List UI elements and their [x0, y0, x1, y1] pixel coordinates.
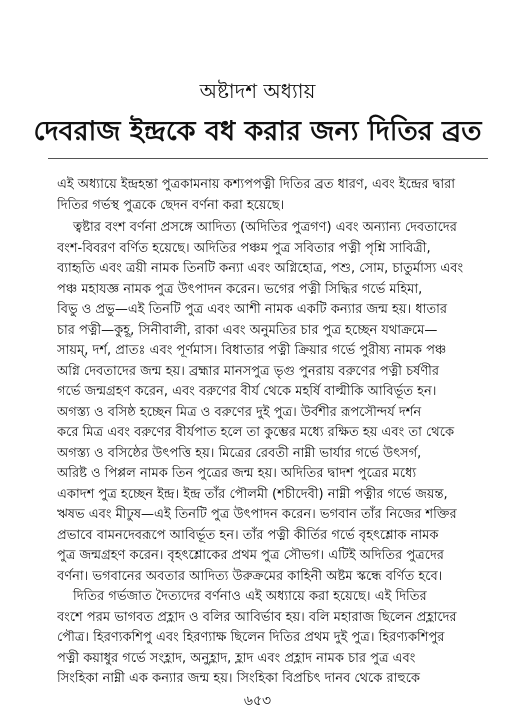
summary-line: এই অধ্যায়ে ইন্দ্রহন্তা পুত্রকামনায় কশ্যপপত্নী দিতির ব্রত ধারণ, এবং ইন্দ্রের দ্বারা — [57, 177, 456, 192]
paragraph-line: অরিষ্ট ও পিপ্পল নামক তিন পুত্রের জন্ম হয়। অদিতির দ্বাদশ পুত্রের মধ্যে — [57, 466, 417, 481]
paragraph-line: ব্যাহৃতি এবং ত্রয়ী নামক তিনটি কন্যা এবং অগ্নিহোত্র, পশু, সোম, চাতুর্মাস্য এবং — [57, 261, 464, 276]
paragraph-line: প্রভাবে বামনদেবরূপে আবির্ভূত হন। তাঁর পত্নী কীর্তির গর্ভে বৃহৎশ্লোক নামক — [57, 527, 439, 543]
chapter-title: দেবরাজ ইন্দ্রকে বধ করার জন্য দিতির ব্রত — [33, 116, 482, 147]
paragraph-line: অগস্ত্য ও বসিষ্ঠ হচ্ছেন মিত্র ও বরুণের দুই পুত্র। উর্বশীর রূপসৌন্দর্য দর্শন — [57, 404, 422, 420]
chapter-summary — [57, 175, 490, 216]
paragraph-line: পত্নী কয়াধুর গর্ভে সংহ্লাদ, অনুহ্লাদ, হ্লাদ এবং প্রহ্লাদ নামক চার পুত্র এবং — [57, 650, 416, 666]
paragraph-line: বিভু ও প্রভু—এই তিনটি পুত্র এবং আশী নামক একটি কন্যার জন্ম হয়। ধাতার — [57, 302, 448, 317]
paragraph-line: বংশ-বিবরণ বর্ণিত হয়েছে। অদিতির পঞ্চম পুত্র সবিতার পত্নী পৃশ্নি সাবিত্রী, — [57, 240, 431, 256]
paragraph-line: করে মিত্র এবং বরুণের বীর্যপাত হলে তা কুম্ভের মধ্যে রক্ষিত হয় এবং তা থেকে — [57, 425, 455, 440]
page-number: ৬৫৩ — [243, 693, 272, 709]
paragraph-line: অগ্নি দেবতাদের জন্ম হয়। ব্রহ্মার মানসপুত্র ভৃগু পুনরায় বরুণের পত্নী চর্ষণীর — [57, 363, 440, 379]
chapter-heading: অষ্টাদশ অধ্যায় — [199, 79, 316, 103]
paragraph-line: ঋষভ এবং মীঢুষ—এই তিনটি পুত্র উৎপাদন করেন। ভগবান তাঁর নিজের শক্তির — [57, 507, 457, 522]
paragraph-line: একাদশ পুত্র হচ্ছেন ইন্দ্র। ইন্দ্র তাঁর পৌলমী (শচীদেবী) নাম্নী পত্নীর গর্ভে জয়ন্ত, — [57, 486, 448, 502]
title-divider — [48, 158, 488, 159]
paragraph-line: বংশে পরম ভাগবত প্রহ্লাদ ও বলির আবির্ভাব হয়। বলি মহারাজ ছিলেন প্রহ্লাদের — [57, 609, 457, 625]
paragraph-line: ত্বষ্টার বংশ বর্ণনা প্রসঙ্গে আদিত্য (অদিতির পুত্রগণ) এবং অন্যান্য দেবতাদের — [73, 220, 457, 235]
paragraph-line: পুত্র জন্মগ্রহণ করেন। বৃহৎশ্লোকের প্রথম পুত্র সৌভগ। এটিই অদিতির পুত্রদের — [57, 548, 444, 563]
paragraph-line: চার পত্নী—কুহূ, সিনীবালী, রাকা এবং অনুমতির চার পুত্র হচ্ছেন যথাক্রমে— — [57, 322, 438, 338]
paragraph-line: দিতির গর্ভজাত দৈত্যদের বর্ণনাও এই অধ্যায়ে করা হয়েছে। এই দিতির — [73, 589, 427, 604]
body-text — [57, 218, 490, 690]
paragraph-line: পঞ্চ মহাযজ্ঞ নামক পুত্র উৎপাদন করেন। ভগের পত্নী সিদ্ধির গর্ভে মহিমা, — [57, 281, 423, 297]
summary-line: দিতির গর্ভস্থ পুত্রকে ছেদন বর্ণনা করা হয়েছে। — [57, 197, 285, 213]
paragraph-line: সিংহিকা নাম্নী এক কন্যার জন্ম হয়। সিংহিকা বিপ্রচিৎ দানব থেকে রাহুকে — [57, 671, 421, 686]
paragraph-line: সায়ম্‌, দর্শ, প্রাতঃ এবং পূর্ণমাস। বিধাতার পত্নী ক্রিয়ার গর্ভে পুরীষ্য নামক পঞ্চ — [57, 343, 447, 358]
paragraph-line: গর্ভে জন্মগ্রহণ করেন, এবং বরুণের বীর্য থেকে মহর্ষি বাল্মীকি আবির্ভূত হন। — [57, 384, 437, 399]
paragraph-line: বর্ণনা। ভগবানের অবতার আদিত্য উরুক্রমের কাহিনী অষ্টম স্কন্ধে বর্ণিত হবে। — [57, 568, 443, 584]
paragraph-line: অগস্ত্য ও বসিষ্ঠের উৎপত্তি হয়। মিত্রের রেবতী নাম্নী ভার্যার গর্ভে উৎসর্গ, — [57, 445, 422, 461]
paragraph-line: পৌত্র। হিরণ্যকশিপু এবং হিরণ্যাক্ষ ছিলেন দিতির প্রথম দুই পুত্র। হিরণ্যকশিপুর — [57, 630, 445, 645]
